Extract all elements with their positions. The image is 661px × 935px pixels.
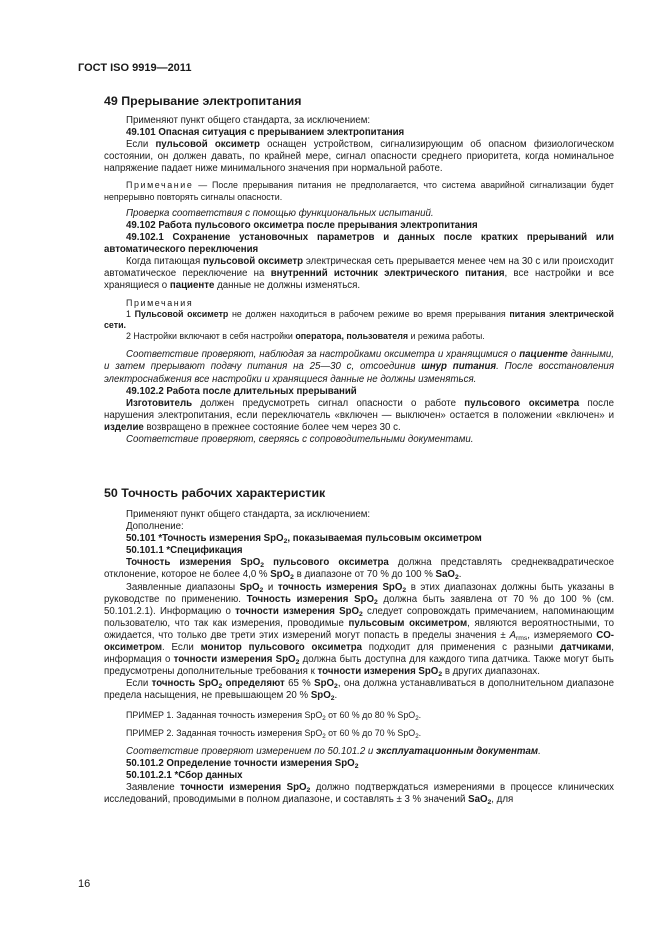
paragraph: Применяют пункт общего стандарта, за исключением: xyxy=(126,509,371,520)
compliance-check: Соответствие проверяют измерением по 50.101.2 и эксплуатационным документам. xyxy=(126,745,541,757)
paragraph: Изготовитель должен предусмотреть сигнал опасности о работе пульсового оксиметра после нарушения электропитания, если переключатель «включен — выключен» остается в положении «включен» и изделие возвращено в прежнее состояние более чем через 30 с. xyxy=(104,397,614,433)
example-1: ПРИМЕР 1. Заданная точность измерения SpO$_2$ от 60 % до 80 % SpO$_2$. xyxy=(126,709,422,722)
paragraph: Когда питающая пульсовой оксиметр электрическая сеть прерывается менее чем на 30 с или происходит автоматическое переключение на внутренний источник электрического питания, все настройки и все хранящиеся о пациенте данные не должны изменяться. xyxy=(104,256,615,292)
section-49-heading: 49 Прерывание электропитания xyxy=(104,94,302,108)
notes-label: Примечания xyxy=(126,297,194,308)
section-49 xyxy=(104,94,614,446)
section-50-heading: 50 Точность рабочих характеристик xyxy=(104,486,326,500)
section-50 xyxy=(104,486,614,806)
paragraph: Если точность SpO$_2$ определяют 65 % SpO$_2$, она должна устанавливаться в дополнительном диапазоне предела насыщения, не превышающем 20 % SpO$_2$. xyxy=(104,678,614,703)
clause-50-101-heading: 50.101 *Точность измерения SpO$_2$, показываемая пульсовым оксиметром xyxy=(126,533,482,546)
note: Примечание — После прерывания питания не предполагается, что система аварийной сигнализации будет непрерывно повторять сигналы опасности. xyxy=(104,180,614,202)
paragraph: Применяют пункт общего стандарта, за исключением: xyxy=(126,115,371,126)
paragraph: Заявленные диапазоны SpO$_2$ и точность измерения SpO$_2$ в этих диапазонах должны быть указаны в руководстве по применению. Точность измерения SpO$_2$ должна быть заявлена от 70 % до 100 % (см. 50.101.2.1). Информацию о точности измерения SpO$_2$ следует сопровождать примечанием, напоминающим пользователю, что так как измерения, проводимые пульсовым оксиметром, являются вероятностными, то ожидается, что только две трети этих измерений могут попасть в пределы значения ± $A_{rms}$, измеряемого CO-оксиметром. Если монитор пульсового оксиметра подходит для применения с разными датчиками, информация о точности измерения SpO$_2$ должна быть доступна для каждого типа датчика. Также могут быть предусмотрены дополнительные требования к точности измерения SpO$_2$ в других диапазонах. xyxy=(104,581,615,679)
standard-header: ГОСТ ISO 9919—2011 xyxy=(78,62,192,74)
clause-50-101-2-heading: 50.101.2 Определение точности измерения SpO$_2$ xyxy=(126,758,359,770)
clause-49-102-heading: 49.102 Работа пульсового оксиметра после прерывания электропитания xyxy=(126,219,478,231)
example-2: ПРИМЕР 2. Заданная точность измерения SpO$_2$ от 60 % до 70 % SpO$_2$. xyxy=(126,727,422,740)
clause-49-101-heading: 49.101 Опасная ситуация с прерыванием электропитания xyxy=(126,127,405,139)
note-item: 2 Настройки включают в себя настройки оператора, пользователя и режима работы. xyxy=(126,331,485,342)
clause-49-102-1-heading: 49.102.1 Сохранение установочных параметров и данных после кратких прерываний или автоматического переключения xyxy=(104,232,614,256)
paragraph: Дополнение: xyxy=(126,521,184,533)
note-item: 1 Пульсовой оксиметр не должен находиться в рабочем режиме во время прерывания питания электрической сети. xyxy=(104,308,614,330)
clause-50-101-1-heading: 50.101.1 *Спецификация xyxy=(126,545,243,557)
compliance-check: Соответствие проверяют, наблюдая за настройками оксиметра и хранящимися о пациенте данными, и затем прерывают подачу питания на 25—30 с, отсоединив шнур питания. После восстановления электроснабжения все настройки и хранящиеся данные не должны изменяться. xyxy=(104,349,614,385)
clause-49-102-2-heading: 49.102.2 Работа после длительных прерываний xyxy=(126,385,357,397)
compliance-check: Проверка соответствия с помощью функциональных испытаний. xyxy=(126,207,434,219)
paragraph: Точность измерения SpO$_2$ пульсового оксиметра должна представлять среднеквадратическое отклонение, которое не более 4,0 % SpO$_2$ в диапазоне от 70 % до 100 % SaO$_2$. xyxy=(104,557,615,582)
compliance-check: Соответствие проверяют, сверяясь с сопроводительными документами. xyxy=(126,434,474,445)
paragraph: Если пульсовой оксиметр оснащен устройством, сигнализирующим об опасном физиологическом состоянии, он должен давать, по крайней мере, сигнал опасности среднего приоритета, когда номинальное напряжение падает ниже минимального значения при нормальной работе. xyxy=(104,139,614,175)
page-number: 16 xyxy=(78,878,91,890)
clause-50-101-2-1-heading: 50.101.2.1 *Сбор данных xyxy=(126,770,243,782)
paragraph: Заявление точности измерения SpO$_2$ должно подтверждаться измерениями в процессе клинических исследований, проводимыми в полном диапазоне, и составлять ± 3 % значений SaO$_2$, для xyxy=(104,782,614,807)
